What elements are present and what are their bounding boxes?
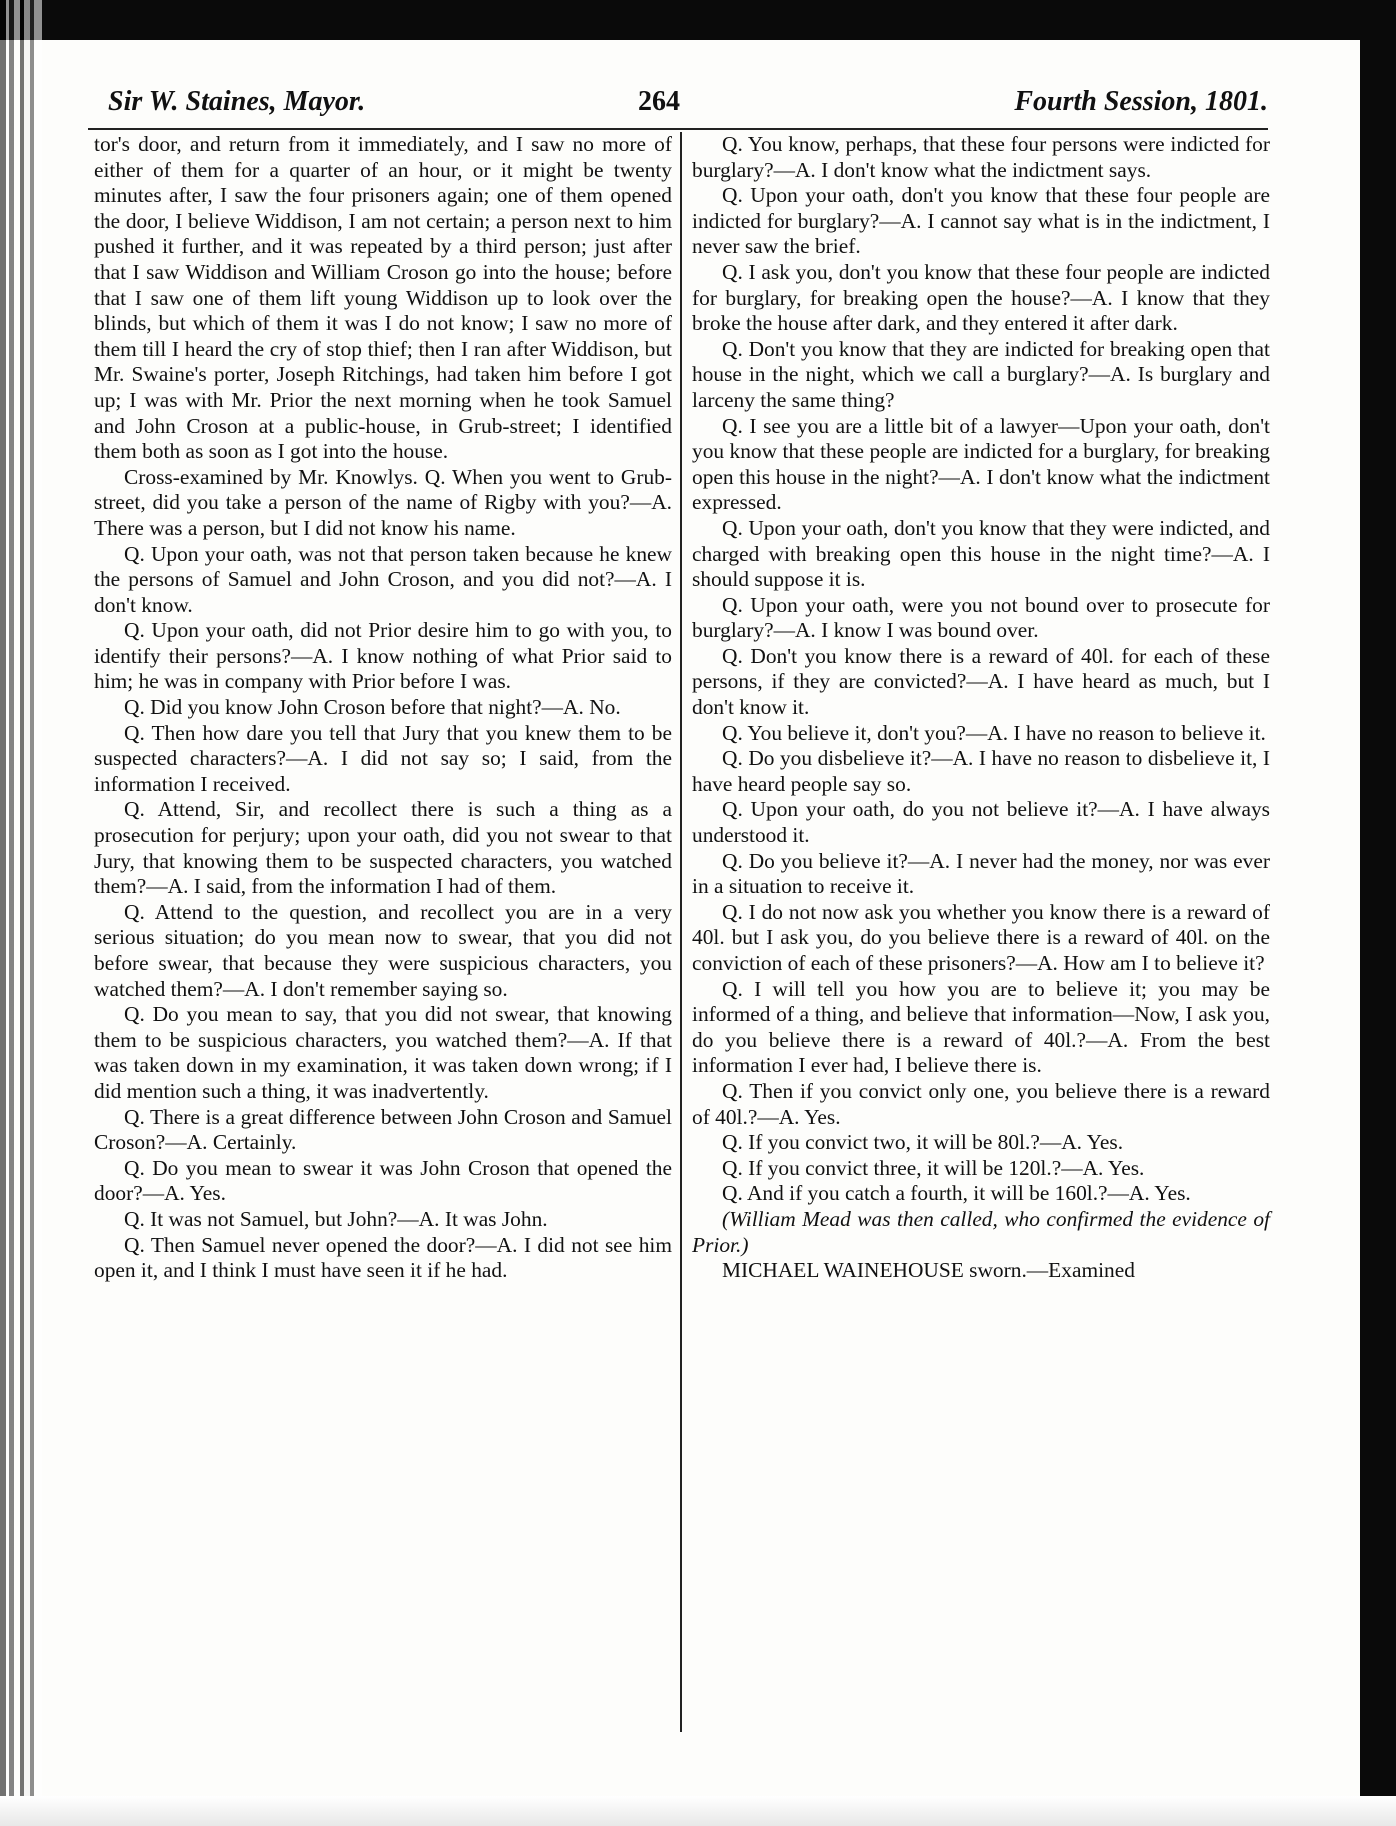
paragraph: Q. Did you know John Croson before that night?—A. No. bbox=[124, 695, 621, 720]
left-column bbox=[94, 132, 672, 1284]
paragraph: Q. And if you catch a fourth, it will be 160l.?—A. Yes. bbox=[722, 1181, 1191, 1206]
paragraph: Q. I see you are a little bit of a lawyer—Upon your oath, don't you know that these people are indicted for a burglary, for breaking open this house in the night?—A. I don't know what the indictment expressed. bbox=[692, 413, 1270, 515]
scan-border-top bbox=[0, 0, 1396, 40]
paragraph: Q. Then how dare you tell that Jury that you knew them to be suspected characters?—A. I did not say so; I said, from the information I received. bbox=[94, 720, 672, 796]
paragraph: Q. Don't you know there is a reward of 40l. for each of these persons, if they are convicted?—A. I have heard as much, but I don't know it. bbox=[692, 643, 1270, 720]
paragraph: Q. Upon your oath, don't you know that these four people are indicted for burglary?—A. I cannot say what is in the indictment, I never saw the brief. bbox=[692, 183, 1270, 259]
paragraph: Q. Do you believe it?—A. I never had the money, nor was ever in a situation to receive it. bbox=[692, 848, 1270, 899]
paragraph: Q. Upon your oath, do you not believe it?—A. I have always understood it. bbox=[692, 797, 1270, 848]
paragraph: Q. I do not now ask you whether you know there is a reward of 40l. but I ask you, do you believe there is a reward of 40l. on the conviction of each of these prisoners?—A. How am I to believe it? bbox=[692, 899, 1270, 975]
paragraph: Q. Do you disbelieve it?—A. I have no reason to disbelieve it, I have heard people say so. bbox=[692, 746, 1270, 796]
running-head bbox=[108, 86, 1268, 130]
paragraph: Q. Upon your oath, did not Prior desire him to go with you, to identify their persons?—A. I know nothing of what Prior said to him; he was in company with Prior before I was. bbox=[94, 618, 672, 694]
scan-border-right bbox=[1360, 0, 1396, 1826]
paragraph: Q. Do you mean to say, that you did not swear, that knowing them to be suspicious characters, you watched them?—A. If that was taken down in my examination, it was taken down wrong; if I did mention such a thing, it was inadvertently. bbox=[94, 1002, 672, 1103]
witness-heading: MICHAEL WAINEHOUSE sworn.—Examined bbox=[722, 1258, 1135, 1283]
paragraph: Q. Then Samuel never opened the door?—A. I did not see him open it, and I think I must have seen it if he had. bbox=[94, 1232, 672, 1283]
paragraph: Cross-examined by Mr. Knowlys. Q. When you went to Grub-street, did you take a person of the name of Rigby with you?—A. There was a person, but I did not know his name. bbox=[94, 464, 672, 540]
paragraph: Q. There is a great difference between John Croson and Samuel Croson?—A. Certainly. bbox=[94, 1104, 672, 1155]
paragraph: Q. It was not Samuel, but John?—A. It was John. bbox=[124, 1206, 548, 1231]
page-number: 264 bbox=[638, 86, 680, 117]
paragraph: Q. Upon your oath, was not that person taken because he knew the persons of Samuel and John Croson, and you did not?—A. I don't know. bbox=[94, 541, 672, 617]
editorial-note: (William Mead was then called, who confirmed the evidence of Prior.) bbox=[692, 1206, 1270, 1257]
header-rule bbox=[88, 128, 1268, 130]
paragraph: Q. Upon your oath, don't you know that they were indicted, and charged with breaking open this house in the night time?—A. I should suppose it is. bbox=[692, 515, 1270, 592]
paragraph: Q. Attend to the question, and recollect you are in a very serious situation; do you mean now to swear, that you did not before swear, that because they were suspicious characters, you watched them?—A. I don't remember saying so. bbox=[94, 899, 672, 1001]
paragraph: tor's door, and return from it immediately, and I saw no more of either of them for a quarter of an hour, or it might be twenty minutes after, I saw the four prisoners again; one of them opened the door, I believe Widdison, I am not certain; a person next to him pushed it further, and it was repeated by a third person; just after that I saw Widdison and William Croson go into the house; before that I saw one of them lift young Widdison up to look over the blinds, but which of them it was I do not know; I saw no more of them till I heard the cry of stop thief; then I ran after Widdison, but Mr. Swaine's porter, Joseph Ritchings, had taken him before I got up; I was with Mr. Prior the next morning when he took Samuel and John Croson at a public-house, in Grub-street; I identified them both as soon as I got into the house. bbox=[94, 132, 672, 464]
paragraph: Q. You know, perhaps, that these four persons were indicted for burglary?—A. I don't know what the indictment says. bbox=[692, 132, 1270, 182]
paragraph: Q. Do you mean to swear it was John Croson that opened the door?—A. Yes. bbox=[94, 1155, 672, 1206]
scan-border-left bbox=[0, 0, 42, 1826]
paragraph: Q. If you convict three, it will be 120l.?—A. Yes. bbox=[722, 1155, 1145, 1180]
column-divider bbox=[680, 132, 682, 1732]
paragraph: Q. I ask you, don't you know that these four people are indicted for burglary, for breaking open the house?—A. I know that they broke the house after dark, and they entered it after dark. bbox=[692, 259, 1270, 336]
paragraph: Q. Don't you know that they are indicted for breaking open that house in the night, which we call a burglary?—A. Is burglary and larceny the same thing? bbox=[692, 336, 1270, 412]
paragraph: Q. You believe it, don't you?—A. I have no reason to believe it. bbox=[722, 720, 1266, 745]
paragraph: Q. Attend, Sir, and recollect there is such a thing as a prosecution for perjury; upon your oath, did you not swear to that Jury, that knowing them to be suspected characters, you watched them?—A. I said, from the information I had of them. bbox=[94, 797, 672, 899]
right-column bbox=[692, 132, 1270, 1284]
header-right: Fourth Session, 1801. bbox=[1014, 86, 1268, 117]
paragraph: Q. I will tell you how you are to believe it; you may be informed of a thing, and believe that information—Now, I ask you, do you believe there is a reward of 40l.?—A. From the best information I ever had, I believe there is. bbox=[692, 976, 1270, 1078]
paragraph: Q. Upon your oath, were you not bound over to prosecute for burglary?—A. I know I was bound over. bbox=[692, 592, 1270, 643]
header-left: Sir W. Staines, Mayor. bbox=[108, 86, 366, 117]
paragraph: Q. If you convict two, it will be 80l.?—A. Yes. bbox=[722, 1130, 1124, 1155]
scan-border-bottom bbox=[0, 1796, 1396, 1826]
paragraph: Q. Then if you convict only one, you believe there is a reward of 40l.?—A. Yes. bbox=[692, 1078, 1270, 1129]
